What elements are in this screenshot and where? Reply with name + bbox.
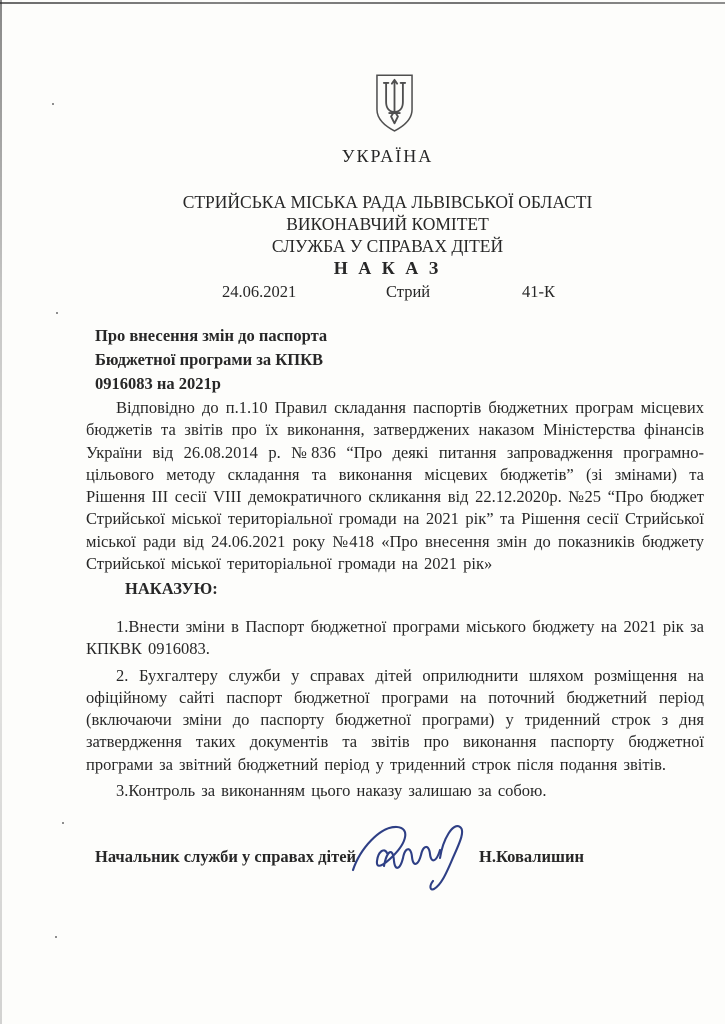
document-place: Стрий (386, 282, 431, 301)
document-meta-row (0, 282, 725, 302)
document-date: 24.06.2021 (222, 282, 297, 301)
organization-name: СТРИЙСЬКА МІСЬКА РАДА ЛЬВІВСЬКОЇ ОБЛАСТІ (182, 192, 593, 212)
order-heading: НАКАЗУЮ: (125, 579, 218, 598)
order-item-3: 3.Контроль за виконанням цього наказу залишаю за собою. (116, 781, 547, 801)
scan-speck (55, 936, 57, 938)
scan-speck (62, 822, 64, 824)
order-item-1: 1.Внести зміни в Паспорт бюджетної програми міського бюджету на 2021 рік за КПКВК 0916083. (86, 617, 704, 659)
intro-paragraph: Відповідно до п.1.10 Правил складання паспортів бюджетних програм місцевих бюджетів та звітів про їх виконання, затверджених наказом Міністерства фінансів України від 26.08.2014 р. №836 “Про деякі питання запровадження програмно-цільового методу складання та виконання місцевих бюджетів” (зі змінами) та Рішення III сесії VIII демократичного скликання від 22.12.2020р. №25 “Про бюджет Стрийської міської територіальної громади на 2021 рік” та Рішення сесії Стрийської міської ради від 24.06.2021 року №418 «Про внесення змін до показників бюджету Стрийської міської територіальної громади на 2021 рік» (86, 398, 704, 574)
ukraine-trident-emblem-icon (371, 73, 418, 134)
subject-line: 0916083 на 2021р (95, 374, 221, 393)
signatory-title: Начальник служби у справах дітей (95, 847, 357, 866)
document-subject (95, 324, 385, 396)
subject-line: Бюджетної програми за КПКВ (95, 350, 324, 369)
order-item-2: 2. Бухгалтеру служби у справах дітей оприлюднити шляхом розміщення на офіційному сайті паспорт бюджетної програми на поточний бюджетний період (включаючи зміни до паспорту бюджетної програми) у триденний строк з дня затвердження таких документів та звітів про виконання паспорту бюджетної програми за звітний бюджетний період у триденний строк після подання звітів. (86, 665, 704, 774)
handwritten-signature-icon (346, 813, 480, 895)
scan-speck (56, 312, 58, 314)
organization-department: СЛУЖБА У СПРАВАХ ДІТЕЙ (271, 236, 504, 256)
subject-line: Про внесення змін до паспорта (95, 326, 328, 345)
scan-speck (52, 103, 54, 105)
scan-edge-artifact-top (0, 2, 725, 4)
document-number: 41-К (522, 282, 555, 301)
document-type-title: Н А К А З (333, 258, 442, 278)
scan-edge-artifact-left (0, 0, 2, 1024)
organization-committee: ВИКОНАВЧИЙ КОМІТЕТ (286, 214, 489, 234)
country-title: УКРАЇНА (341, 146, 434, 166)
order-items (86, 616, 704, 802)
signatory-name: Н.Ковалишин (479, 847, 584, 866)
